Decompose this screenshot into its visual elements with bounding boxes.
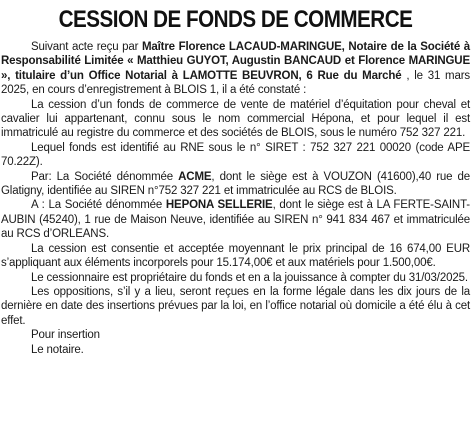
buyer-details: , dont le siège est à LA FERTE-SAINT-AUBIN (45240), 1 rue de Maison Neuve, identifiée au SIREN n° 941 834 467 et immatriculée au RCS d’ORLEANS. <box>1 199 470 241</box>
seller-details: , dont le siège est à VOUZON (41600),40 rue de Glatigny, identifiée au SIREN n°752 327 221 et immatriculée au RCS de BLOIS. <box>1 170 470 198</box>
paragraph-oppositions: Les oppositions, s’il y a lieu, seront reçues en la forme légale dans les dix jours de la dernière en date des insertions prévues par la loi, en l’office notarial où domicile a été élu à cet effet. <box>1 285 470 327</box>
paragraph-possession: Le cessionnaire est propriétaire du fonds et en a la jouissance à compter du 31/03/2025. <box>31 271 468 284</box>
notary-signature: Le notaire. <box>31 343 84 356</box>
insertion-note: Pour insertion <box>31 329 100 342</box>
seller-name: ACME <box>178 170 212 183</box>
legal-notice <box>1 0 470 357</box>
deed-intro: Suivant acte reçu par <box>31 41 142 53</box>
paragraph-seller <box>1 170 470 199</box>
notice-body <box>1 40 470 357</box>
buyer-intro: A : La Société dénommée <box>31 199 166 212</box>
paragraph-rne: Lequel fonds est identifié au RNE sous le n° SIRET : 752 327 221 00020 (code APE 70.22Z). <box>1 141 470 169</box>
paragraph-transfer: La cession d’un fonds de commerce de vente de matériel d’équitation pour cheval et cavalier lui appartenant, connu sous le nom commercial Hépona, et pour lequel il est immatriculé au registre du commerce et des sociétés de BLOIS, sous le numéro 752 327 221. <box>1 98 470 140</box>
notary-name: Maître Florence LACAUD-MARINGUE, Notaire de la Société à Responsabilité Limitée « Matthieu GUYOT, Augustin BANCAUD et Florence MARINGUE », titulaire d’un Office Notarial à LAMOTTE BEUVRON, 6 Rue du Marché <box>1 41 470 82</box>
paragraph-buyer <box>1 198 470 241</box>
deed-date: , le 31 mars 2025, en cours d’enregistrement à BLOIS 1, il a été constaté : <box>1 69 471 97</box>
notice-title: CESSION DE FONDS DE COMMERCE <box>58 6 413 33</box>
paragraph-deed <box>1 40 470 98</box>
seller-intro: Par: La Société dénommée <box>31 170 179 183</box>
buyer-name: HEPONA SELLERIE <box>165 199 273 212</box>
paragraph-price: La cession est consentie et acceptée moyennant le prix principal de 16 674,00 EUR s’appliquant aux éléments incorporels pour 15.174,00€ et aux matériels pour 1.500,00€. <box>1 242 470 270</box>
